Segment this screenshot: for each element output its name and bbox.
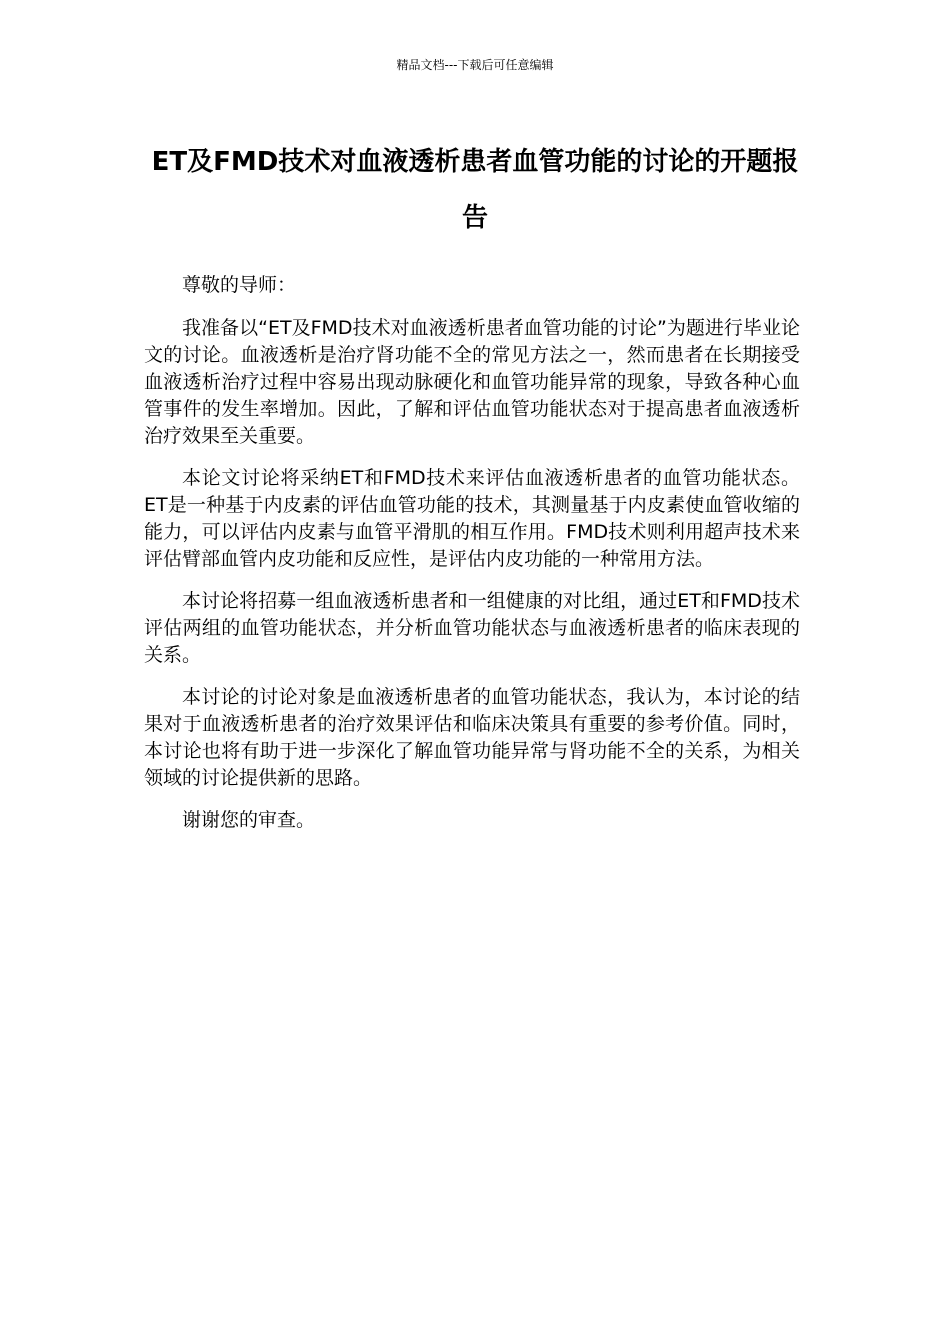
salutation: 尊敬的导师：: [182, 274, 297, 296]
document-body: [144, 272, 800, 849]
header-note: 精品文档---下载后可任意编辑: [396, 58, 554, 72]
document-title: ET及FMD技术对血液透析患者血管功能的讨论的开题报告: [151, 147, 799, 233]
paragraph-intro: 我准备以“ET及FMD技术对血液透析患者血管功能的讨论”为题进行毕业论文的讨论。血液透析是治疗肾功能不全的常见方法之一，然而患者在长期接受血液透析治疗过程中容易出现动脉硬化和血管功能异常的现象，导致各种心血管事件的发生率增加。因此，了解和评估血管功能状态对于提高患者血液透析治疗效果至关重要。: [144, 317, 800, 447]
paragraph-methods: 本论文讨论将采纳ET和FMD技术来评估血液透析患者的血管功能状态。ET是一种基于内皮素的评估血管功能的技术，其测量基于内皮素使血管收缩的能力，可以评估内皮素与血管平滑肌的相互作用。FMD技术则利用超声技术来评估臂部血管内皮功能和反应性，是评估内皮功能的一种常用方法。: [144, 467, 800, 570]
closing: 谢谢您的审查。: [182, 809, 316, 831]
paragraph-significance: 本讨论的讨论对象是血液透析患者的血管功能状态，我认为，本讨论的结果对于血液透析患者的治疗效果评估和临床决策具有重要的参考价值。同时，本讨论也将有助于进一步深化了解血管功能异常与肾功能不全的关系，为相关领域的讨论提供新的思路。: [144, 686, 800, 789]
paragraph-design: 本讨论将招募一组血液透析患者和一组健康的对比组，通过ET和FMD技术评估两组的血管功能状态，并分析血管功能状态与血液透析患者的临床表现的关系。: [144, 590, 800, 666]
